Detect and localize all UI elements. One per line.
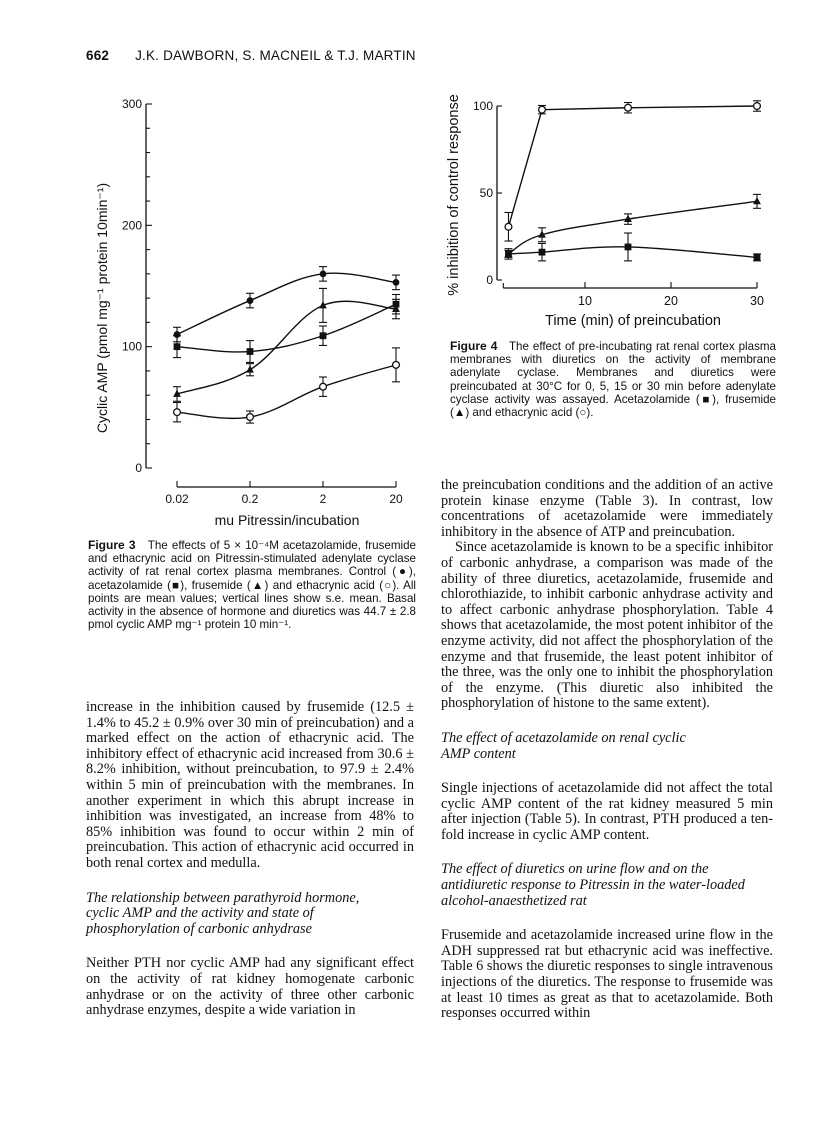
x-tick-label: 20: [389, 492, 403, 506]
series-line: [508, 247, 757, 258]
data-point-filled-circle: [247, 297, 254, 304]
heading-line: AMP content: [441, 745, 516, 762]
y-axis-label: % inhibition of control response: [446, 94, 462, 296]
series-acetazolamide: [173, 294, 400, 362]
figure-3-caption: [88, 539, 416, 631]
heading-line: phosphorylation of carbonic anhydrase: [86, 920, 312, 937]
y-tick-label: 200: [121, 218, 142, 233]
x-tick-label: 2: [319, 492, 327, 506]
series-line: [508, 106, 757, 227]
data-point-filled-square: [625, 244, 632, 251]
series-frusemide: [504, 194, 761, 257]
x-tick-label: 0.2: [241, 492, 259, 506]
data-point-filled-circle: [393, 279, 400, 286]
data-point-filled-square: [174, 343, 181, 350]
heading-line: cyclic AMP and the activity and state of: [86, 905, 314, 922]
data-point-filled-triangle: [753, 197, 761, 204]
series-line: [177, 273, 396, 334]
y-tick-label: 300: [121, 97, 142, 111]
y-axis: [473, 99, 502, 287]
paragraph: increase in the inhibition caused by frusemide (12.5 ± 1.4% to 45.2 ± 0.9% over 30 min of preincubation) and a marked effect on the action of ethacrynic acid. The inhibitory effect of ethacrynic acid increased from 30.6 ± 8.2% inhibition, without preincubation, to 97.9 ± 2.4% within 5 min of preincubation with the membranes. In another experiment in which this abrupt increase in inhibition was investigated, an increase from 48% to 85% inhibition was found to occur within 2 min of preincubation. This action of ethacrynic acid occurred in both renal cortex and medulla.: [86, 699, 414, 871]
series-control: [173, 267, 400, 342]
x-axis: [165, 481, 403, 506]
data-point-filled-circle: [320, 270, 327, 277]
paragraph: Neither PTH nor cyclic AMP had any significant effect on the activity of rat kidney homogenate carbonic anhydrase or on the activity of three other carbonic anhydrase enzymes, despite a wide variation in: [86, 955, 414, 1019]
series-group: [504, 101, 761, 261]
data-point-open-circle: [505, 223, 512, 230]
x-tick-label: 20: [664, 294, 678, 308]
series-line: [177, 304, 396, 352]
y-tick-label: 0: [486, 273, 493, 287]
heading-line: The relationship between parathyroid hormone,: [86, 889, 360, 906]
series-line: [177, 301, 396, 394]
heading-line: antidiuretic response to Pitressin in the water-loaded: [441, 877, 745, 894]
figure-3-chart: [80, 90, 420, 530]
section-heading: [86, 891, 414, 938]
heading-line: alcohol-anaesthetized rat: [441, 892, 587, 909]
y-tick-label: 100: [121, 339, 142, 354]
authors: J.K. DAWBORN, S. MACNEIL & T.J. MARTIN: [135, 48, 416, 63]
page-number: 662: [86, 48, 110, 63]
figure-3-caption-label: Figure 3: [88, 538, 136, 552]
y-tick-label: 100: [472, 99, 493, 113]
series-line: [177, 365, 396, 419]
x-axis-label: Time (min) of preincubation: [545, 313, 721, 329]
data-point-open-circle: [539, 106, 546, 113]
figure-4-caption: [450, 340, 776, 419]
series-frusemide: [173, 288, 400, 401]
x-axis: [503, 282, 764, 308]
right-column: [441, 478, 773, 1022]
figure-4-chart: [440, 85, 785, 335]
data-point-filled-square: [754, 254, 761, 261]
x-tick-label: 0.02: [165, 492, 189, 506]
y-axis-label: Cyclic AMP (pmol mg⁻¹ protein 10min⁻¹): [94, 182, 110, 434]
data-point-open-circle: [174, 409, 181, 416]
x-axis-label: mu Pitressin/incubation: [214, 512, 360, 528]
left-column: [86, 700, 414, 1019]
section-heading: [441, 862, 773, 909]
data-point-filled-triangle: [246, 365, 254, 372]
series-ethacrynic-acid: [173, 348, 400, 423]
y-axis: [122, 97, 152, 475]
paragraph: Frusemide and acetazolamide increased urine flow in the ADH suppressed rat but ethacrynic acid was ineffective. Table 6 shows the diuretic responses to single intravenous injections of the diuretics. The response to frusemide was at least 10 times as great as that to acetazolamide. Both responses occurred within: [441, 927, 773, 1022]
figure-4-caption-text: The effect of pre-incubating rat renal cortex plasma membranes with diuretics on the activity of membrane adenylate cyclase. Membranes and diuretics were preincubated at 30°C for 0, 5, 15 or 30 min before adenylate cyclase activity was assayed. Acetazolamide (■), frusemide (▲) and ethacrynic acid (○).: [450, 340, 776, 420]
series-ethacrynic-acid: [504, 101, 761, 241]
y-tick-label: 50: [479, 186, 493, 200]
data-point-open-circle: [247, 414, 254, 421]
data-point-filled-square: [247, 348, 254, 355]
figure-3-caption-text: The effects of 5 × 10⁻⁴M acetazolamide, frusemide and ethacrynic acid on Pitressin-stimulated adenylate cyclase activity of rat renal cortex plasma membranes. Control (●), acetazolamide (■), frusemide (▲) and ethacrynic acid (○). All points are mean values; vertical lines show s.e. mean. Basal activity in the absence of hormone and diuretics was 44.7 ± 2.8 pmol cyclic AMP mg⁻¹ protein 10 min⁻¹.: [88, 539, 416, 632]
data-point-open-circle: [393, 361, 400, 368]
data-point-open-circle: [625, 104, 632, 111]
paragraph: Since acetazolamide is known to be a specific inhibitor of carbonic anhydrase, a comparison was made of the ability of three diuretics, acetazolamide, frusemide and chlorothiazide, to inhibit carbonic anhydrase activity and to affect carbonic anhydrase phosphorylation. Table 4 shows that acetazolamide, the most potent inhibitor of the enzyme activity, did not affect the phosphorylation of the enzyme and that frusemide, the least potent inhibitor of the three, was the only one to inhibit the phosphorylation of the enzyme. (This diuretic also inhibited the phosphorylation of histone to the same extent).: [441, 539, 773, 712]
paragraph: Single injections of acetazolamide did not affect the total cyclic AMP content of the rat kidney measured 5 min after injection (Table 5). In contrast, PTH produced a ten-fold increase in cyclic AMP content.: [441, 780, 773, 843]
y-tick-label: 0: [135, 461, 142, 475]
section-heading: [441, 731, 773, 762]
heading-line: The effect of diuretics on urine flow and on the: [441, 861, 709, 878]
x-tick-label: 30: [750, 294, 764, 308]
heading-line: The effect of acetazolamide on renal cyclic: [441, 729, 686, 746]
running-header: [86, 48, 416, 63]
data-point-filled-square: [320, 332, 327, 339]
figure-4-caption-label: Figure 4: [450, 339, 498, 353]
data-point-filled-square: [539, 249, 546, 256]
data-point-filled-square: [505, 251, 512, 258]
paragraph: the preincubation conditions and the addition of an active protein kinase enzyme (Table 3). In contrast, low concentrations of acetazolamide were immediately inhibitory in the absence of ATP and preincubation.: [441, 477, 773, 540]
data-point-open-circle: [320, 383, 327, 390]
data-point-open-circle: [754, 103, 761, 110]
series-group: [173, 267, 400, 424]
x-tick-label: 10: [578, 294, 592, 308]
